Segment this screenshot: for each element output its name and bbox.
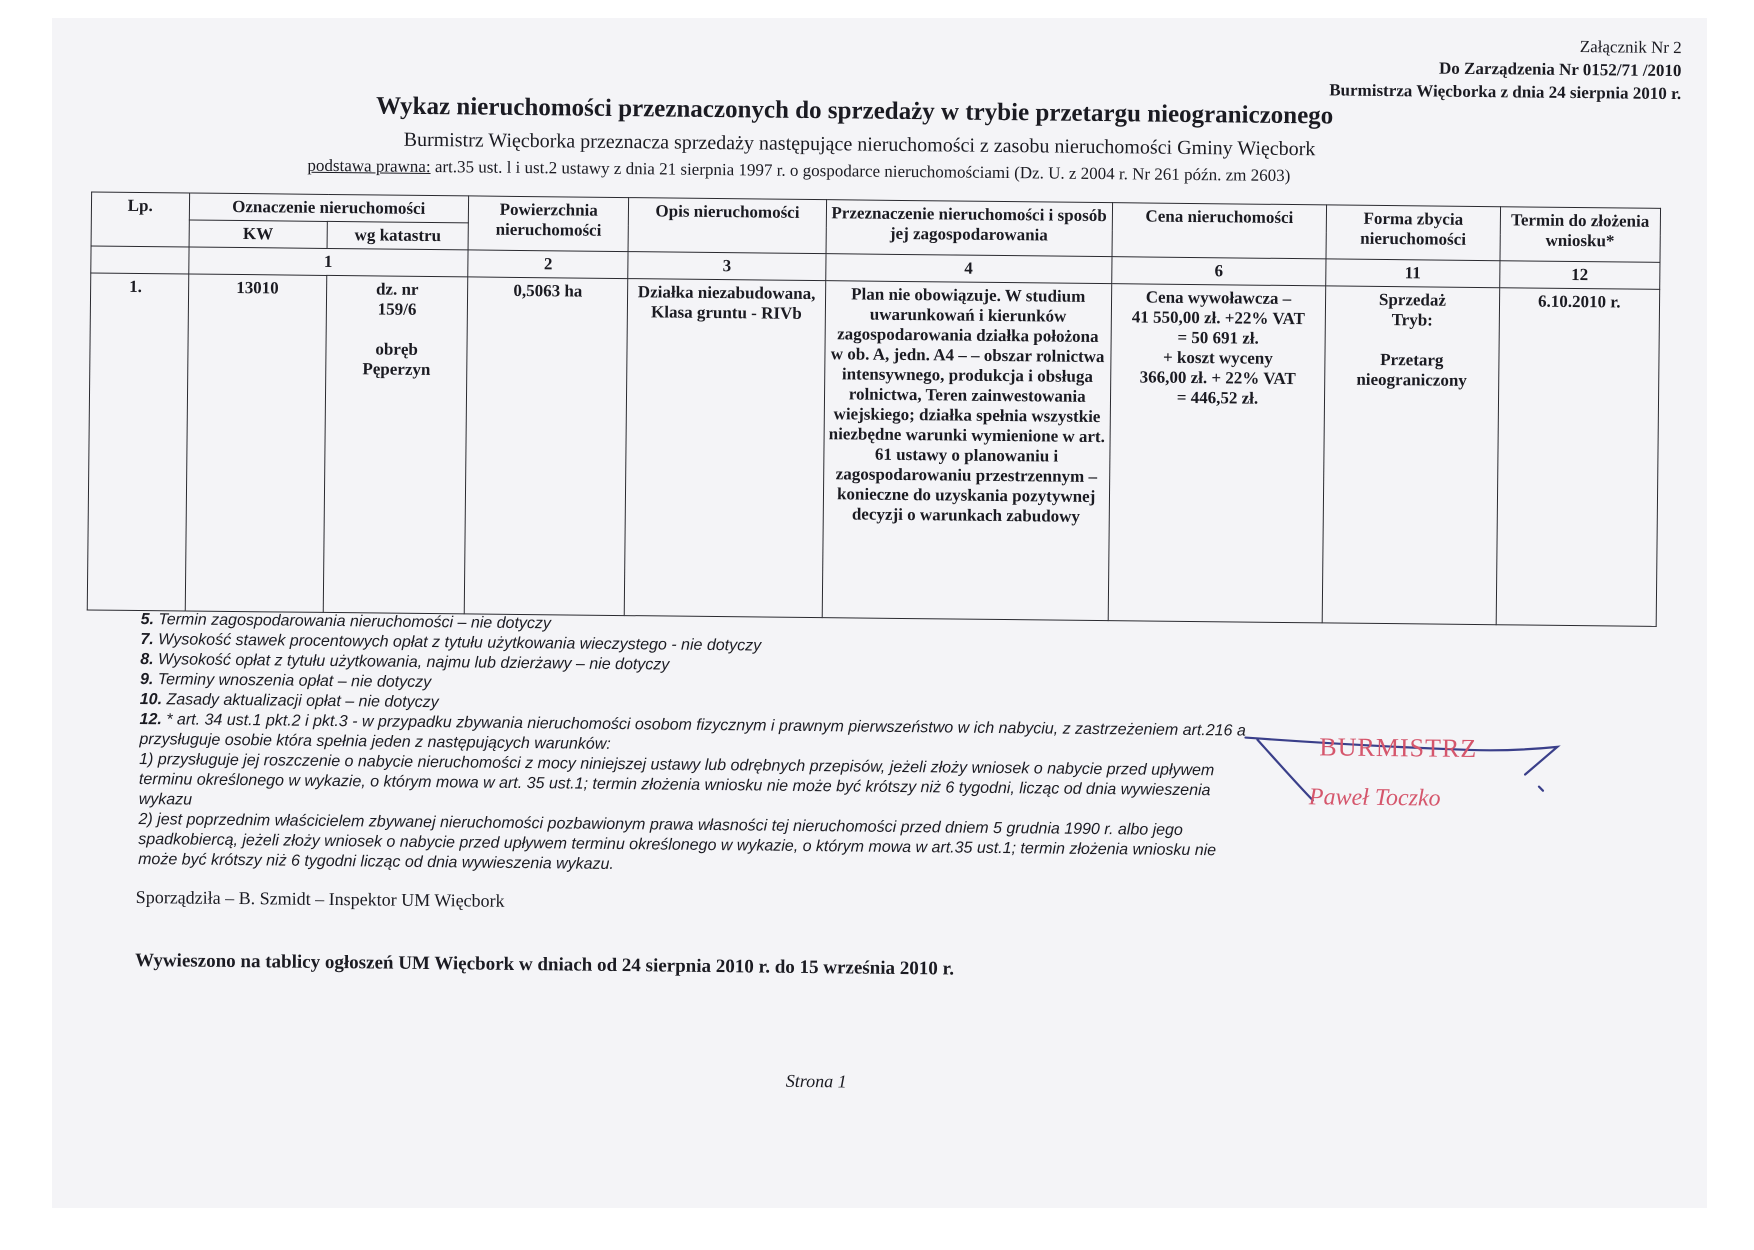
- page-number: Strona 1: [785, 1070, 847, 1092]
- cell-purpose: Plan nie obowiązuje. W studium uwarunkowań i kierunków zagospodarowania działka położona w ob. A, jedn. A4 – – obszar rolnictwa intensywnego, produkcja i obsługa rolnictwa, Teren zainwestowania wiejskiego; działka spełnia wszystkie niezbędne warunki wymienione w art. 61 ustawy o planowaniu i zagospodarowaniu przestrzennym – konieczne do uzyskania pozytywnej decyzji o warunkach zabudowy: [822, 281, 1112, 621]
- cadastre-line: obręb: [375, 339, 418, 359]
- property-table: [87, 191, 1661, 629]
- note-text: * art. 34 ust.1 pkt.2 i pkt.3 - w przypadku zbywania nieruchomości osobom fizycznym i prawnym pierwszeństwo w ich nabyciu, z zastrzeżeniem art.216 a przysługuje osobie która spełnia jeden z następujących warunków:: [139, 711, 1246, 753]
- cell-form: [1322, 286, 1499, 625]
- annex-number: Załącznik Nr 2: [1579, 37, 1682, 58]
- column-number-empty: [91, 246, 189, 274]
- cell-deadline: 6.10.2010 r.: [1496, 288, 1660, 627]
- note-text: 2) jest poprzednim właścicielem zbywanej nieruchomości pozbawionym prawa własności tej nieruchomości przed dniem 5 grudnia 1990 r. albo jego spadkobiercą, jeżeli złoży wniosek o nabycie przed upływem terminu określonego w wykazie, o którym mowa w art.35 ust.1; termin złożenia wniosku nie może być krótszy niż 6 tygodni licząc od dnia wywieszenia wykazu.: [138, 810, 1217, 873]
- note-number: 9.: [139, 671, 154, 689]
- cell-area: 0,5063 ha: [464, 277, 628, 616]
- cell-kw: 13010: [185, 274, 327, 612]
- legal-basis-label: podstawa prawna:: [307, 155, 431, 177]
- note-text: Wysokość stawek procentowych opłat z tytułu użytkowania wieczystego - nie dotyczy: [153, 631, 762, 655]
- annex-header: [1329, 32, 1682, 105]
- column-number: 1: [188, 247, 468, 277]
- price-line: 366,00 zł. + 22% VAT: [1139, 367, 1296, 389]
- note-text: 1) przysługuje jej roszczenie o nabycie nieruchomości z mocy niniejszej ustawy lub odrębnych przepisów, jeżeli złoży wniosek o nabycie przed upływem terminu określonego w wykazie, o którym mowa w art. 35 ust.1; termin złożenia wniosku nie może być krótszy niż 6 tygodni, licząc od dnia wywieszenia wykazu: [138, 750, 1215, 809]
- page-content: [45, 11, 1712, 1218]
- column-number: 4: [825, 254, 1111, 284]
- stamp-title: BURMISTRZ: [1319, 732, 1478, 764]
- column-number: 3: [628, 252, 825, 281]
- note-item: [138, 810, 1259, 882]
- cadastre-line: dz. nr: [375, 279, 419, 299]
- note-text: Zasady aktualizacji opłat – nie dotyczy: [161, 691, 439, 712]
- cadastre-line: 159/6: [377, 299, 417, 319]
- form-line: Sprzedaż: [1378, 289, 1447, 310]
- note-text: Wysokość opłat z tytułu użytkowania, najmu lub dzierżawy – nie dotyczy: [153, 651, 670, 674]
- note-number: 5.: [140, 611, 155, 629]
- note-number: 7.: [140, 631, 154, 649]
- cell-price: [1108, 284, 1326, 623]
- header-cadastre: wg katastru: [327, 221, 468, 249]
- header-purpose: Przeznaczenie nieruchomości i sposób jej zagospodarowania: [826, 200, 1113, 257]
- cell-cadastre: [323, 275, 467, 613]
- annex-issuer: Burmistrza Więcborka z dnia 24 sierpnia 2010 r.: [1329, 80, 1682, 104]
- table-row: [87, 273, 1659, 626]
- header-kw: KW: [189, 220, 328, 248]
- price-line: = 50 691 zł.: [1177, 327, 1259, 348]
- price-line: + koszt wyceny: [1162, 347, 1273, 368]
- legal-basis: [307, 156, 1290, 186]
- stamp-name: Paweł Toczko: [1308, 784, 1441, 812]
- prepared-by: Sporządziła – B. Szmidt – Inspektor UM Więcbork: [135, 886, 505, 911]
- column-number: 2: [468, 250, 629, 279]
- header-form: Forma zbycia nieruchomości: [1326, 205, 1500, 261]
- cell-description: Działka niezabudowana, Klasa gruntu - RIVb: [625, 279, 826, 618]
- form-line: Tryb:: [1391, 310, 1433, 330]
- form-line: nieograniczony: [1356, 369, 1467, 390]
- legal-basis-text: art.35 ust. l i ust.2 ustawy z dnia 21 sierpnia 1997 r. o gospodarce nieruchomościami (Dz. U. z 2004 r. Nr 261 późn. zm 2603): [430, 157, 1291, 186]
- price-line: 41 550,00 zł. +22% VAT: [1131, 307, 1305, 329]
- column-number: 11: [1326, 259, 1500, 288]
- header-designation: Oznaczenie nieruchomości: [189, 193, 469, 223]
- note-number: 12.: [139, 710, 162, 729]
- mayor-stamp: [1238, 724, 1569, 837]
- notes-section: [138, 610, 1261, 882]
- note-text: Terminy wnoszenia opłat – nie dotyczy: [153, 671, 432, 692]
- annex-order: Do Zarządzenia Nr 0152/71 /2010: [1438, 58, 1682, 81]
- form-line: Przetarg: [1380, 349, 1444, 370]
- header-lp: Lp.: [91, 192, 189, 247]
- document-page: [52, 18, 1707, 1208]
- header-deadline: Termin do złożenia wniosku*: [1500, 207, 1661, 263]
- column-number: 12: [1499, 261, 1660, 290]
- price-line: = 446,52 zł.: [1176, 387, 1259, 408]
- cell-lp: 1.: [87, 273, 188, 611]
- note-number: 10.: [139, 690, 163, 709]
- header-area: Powierzchnia nieruchomości: [468, 196, 629, 252]
- column-number: 6: [1111, 257, 1326, 286]
- note-number: 8.: [140, 651, 154, 669]
- note-text: Termin zagospodarowania nieruchomości – nie dotyczy: [153, 611, 552, 633]
- cadastre-line: Pęperzyn: [362, 359, 431, 380]
- posting-period: Wywieszono na tablicy ogłoszeń UM Więcbork w dniach od 24 sierpnia 2010 r. do 15 września 2010 r.: [134, 949, 955, 980]
- price-line: Cena wywoławcza –: [1145, 287, 1292, 309]
- header-description: Opis nieruchomości: [628, 198, 826, 254]
- header-price: Cena nieruchomości: [1112, 203, 1327, 259]
- document-subtitle: Burmistrz Więcborka przeznacza sprzedaży następujące nieruchomości z zasobu nieruchomości Gminy Więcbork: [403, 128, 1316, 161]
- document-title: Wykaz nieruchomości przeznaczonych do sprzedaży w trybie przetargu nieograniczonego: [375, 92, 1334, 130]
